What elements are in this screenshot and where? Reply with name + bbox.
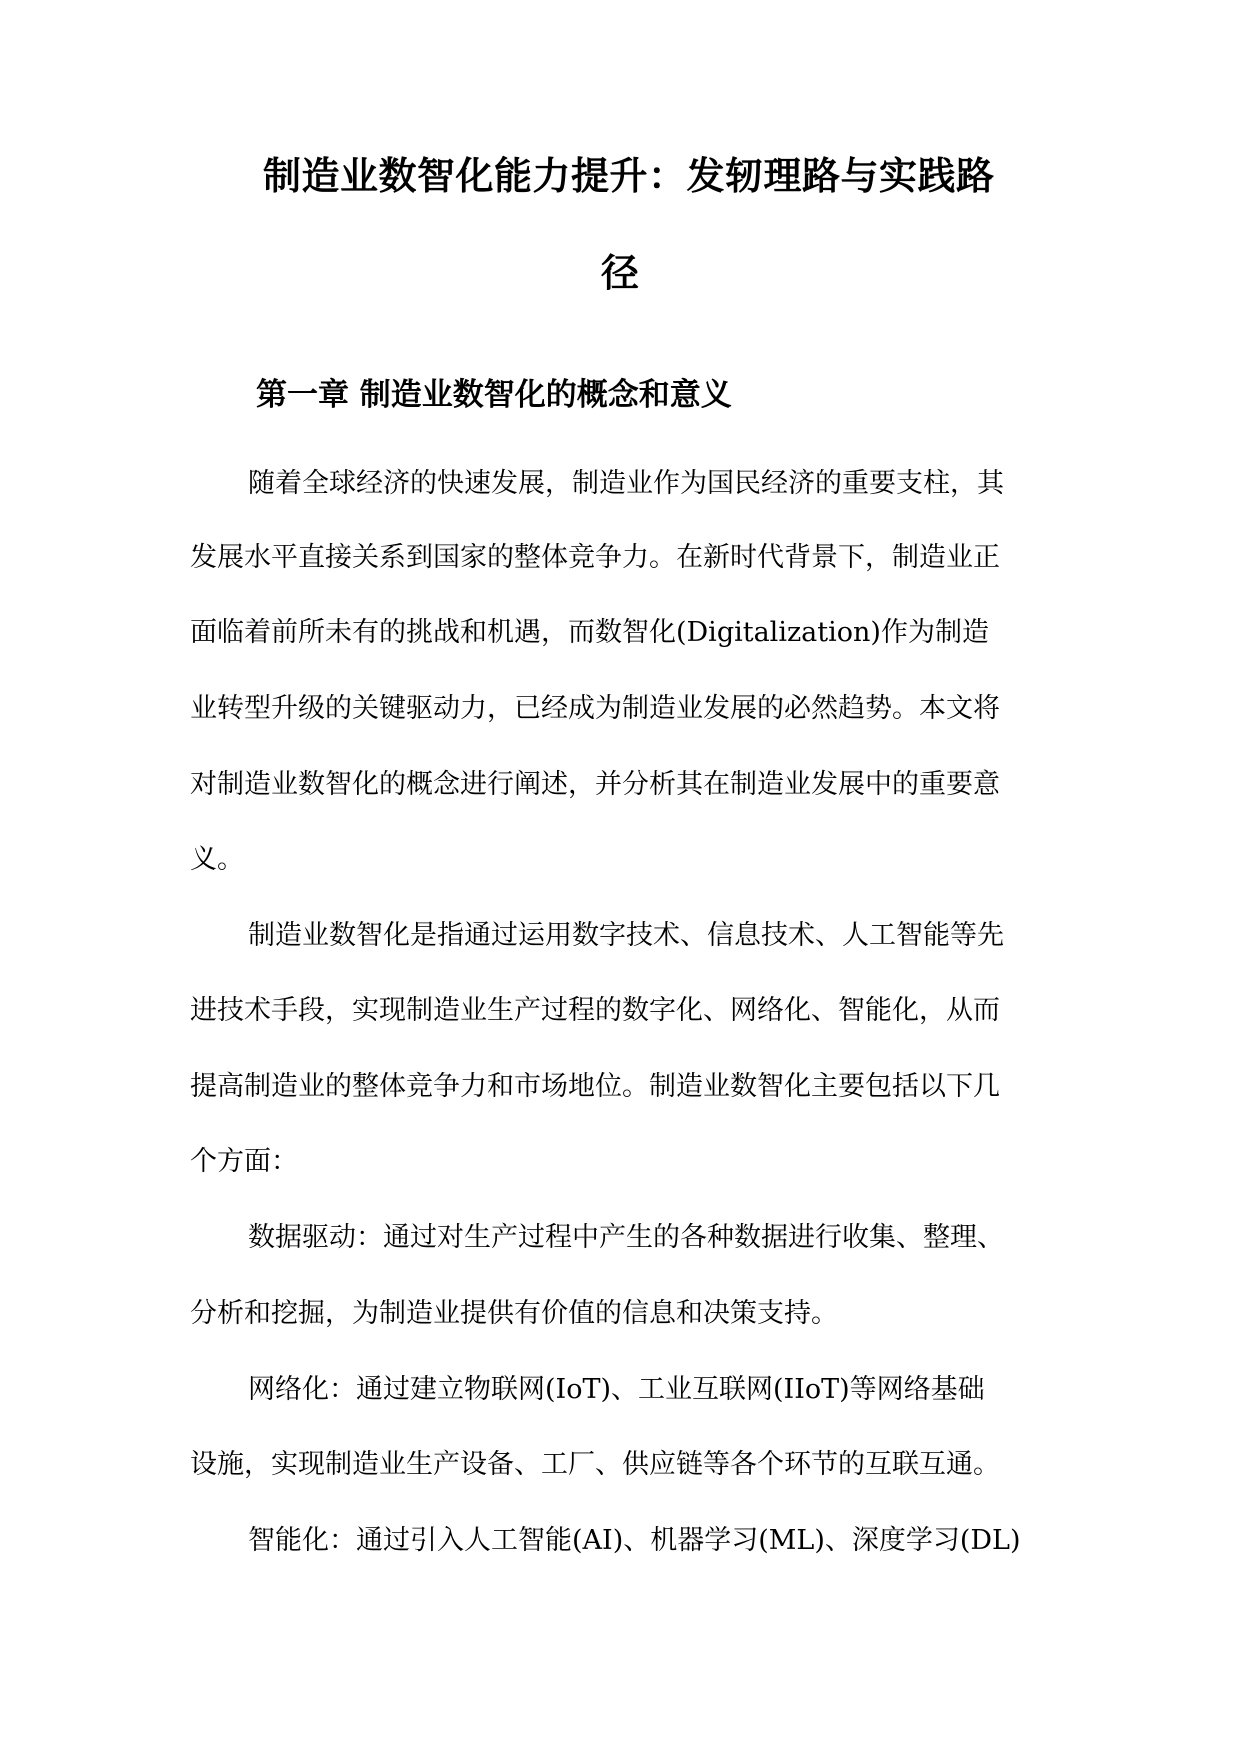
paragraph-line: 发展水平直接关系到国家的整体竞争力。在新时代背景下，制造业正 — [190, 542, 1000, 573]
chapter-heading: 第一章 制造业数智化的概念和意义 — [256, 377, 732, 413]
paragraph-line: 随着全球经济的快速发展，制造业作为国民经济的重要支柱，其 — [248, 468, 1004, 499]
paragraph-line: 设施，实现制造业生产设备、工厂、供应链等各个环节的互联互通。 — [190, 1449, 1000, 1480]
paragraph-line: 提高制造业的整体竞争力和市场地位。制造业数智化主要包括以下几 — [190, 1071, 1000, 1102]
paragraph-line: 对制造业数智化的概念进行阐述，并分析其在制造业发展中的重要意 — [190, 769, 1000, 800]
document-title-line-1: 制造业数智化能力提升：发轫理路与实践路 — [263, 153, 995, 198]
paragraph-line: 数据驱动：通过对生产过程中产生的各种数据进行收集、整理、 — [248, 1222, 1004, 1253]
paragraph-line: 面临着前所未有的挑战和机遇，而数智化(Digitalization)作为制造 — [190, 617, 989, 648]
paragraph-line: 制造业数智化是指通过运用数字技术、信息技术、人工智能等先 — [248, 920, 1004, 951]
paragraph-line: 义。 — [190, 844, 244, 875]
paragraph-line: 智能化：通过引入人工智能(AI)、机器学习(ML)、深度学习(DL) — [248, 1525, 1021, 1556]
paragraph-line: 进技术手段，实现制造业生产过程的数字化、网络化、智能化，从而 — [190, 995, 1000, 1026]
paragraph-line: 分析和挖掘，为制造业提供有价值的信息和决策支持。 — [190, 1298, 838, 1329]
paragraph-line: 个方面： — [190, 1146, 298, 1177]
paragraph-line: 网络化：通过建立物联网(IoT)、工业互联网(IIoT)等网络基础 — [248, 1374, 985, 1405]
paragraph-line: 业转型升级的关键驱动力，已经成为制造业发展的必然趋势。本文将 — [190, 693, 1000, 724]
document-title-line-2: 径 — [601, 250, 640, 295]
